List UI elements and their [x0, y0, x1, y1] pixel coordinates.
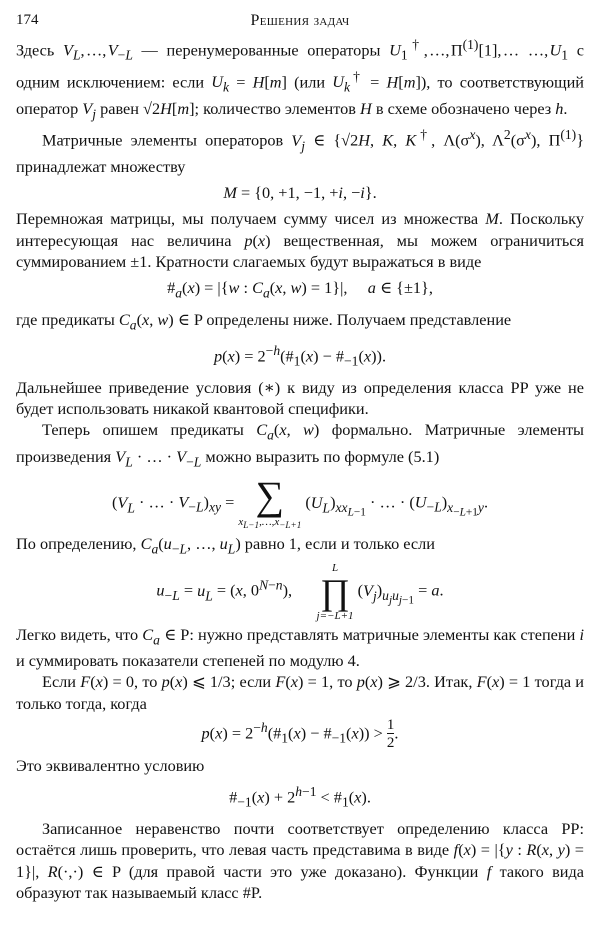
paragraph-8: Легко видеть, что $C_a$ ∈ P: нужно представлять матричные элементы как степени i и суммировать показатели степеней по модулю 4.: [16, 624, 584, 671]
equation-threshold: $p(x) = 2^{-h}(\#_1(x)$ − $\#_{-1}(x)$) > $\frac{1}{2}$ .: [201, 717, 399, 752]
paragraph-1: Здесь $V_L$, …, $V_{-L}$ — перенумерованные операторы $U_1^\dagger$, …, $\Pi^{(1)}[1]$, … …, $U_1$ с одним исключением: если $U_k = H[m]$ (или $U_k^\dagger = H[m]$), то соответствующий оператор $V_j$ равен √2H[m]; количество элементов H в схеме обозначено через h.: [16, 37, 585, 121]
product-symbol: L ∏ j=−L+1: [316, 561, 354, 622]
paragraph-5: Дальнейшее приведение условия (∗) к виду из определения класса PP уже не будет использовать никакой квантовой специфики.: [16, 377, 584, 419]
page-number: 174: [16, 12, 39, 28]
equation-inequality: $\#_{-1}(x) + 2^{h-1}$ < $\#_1(x)$.: [229, 784, 371, 810]
equation-multiplicity: $\#_a(x) = |\{w$ : $C_a(x$, w) = 1}|, a ∈ {±1},: [167, 278, 433, 301]
equation-set-m: M = {0, +1, −1, +i, −i}.: [223, 183, 377, 203]
running-title: Решения задач: [250, 12, 350, 29]
equation-predicate: $u_{-L} = u_L = (x$, $0^{N-n}$), L ∏ j=−L+1 $(V_j)_{u_ju_{j-1}} = a$.: [156, 561, 444, 622]
equation-matrix-sum: ($V_L$ · … · $V_{-L})_{xy}$ = ∑ $x_{L-1},\dots,x_{-L+1}$ $(U_L)_{xx_{L-1}}$ · … · $(U_{-L})_{x_{-L+1}y}$.: [111, 473, 489, 531]
paragraph-6: Теперь опишем предикаты $C_a(x$, w) формально. Матричные элементы произведения $V_L$ · … · $V_{-L}$ можно выразить по формуле (5.1): [16, 420, 584, 469]
paragraph-2: Матричные элементы операторов $V_j$ ∈ {√2H, K, K†, $\Lambda(\sigma^x)$, $\Lambda^2(\sigma^x)$, $\Pi^{(1)}$} принадлежат множеству: [16, 127, 585, 177]
page-header: [16, 8, 584, 34]
paragraph-3: Перемножая матрицы, мы получаем сумму чисел из множества M. Поскольку интересующая нас величина p(x) вещественная, мы можем ограничиться суммированием ±1. Кратности слагаемых будут выражаться в виде: [16, 209, 584, 271]
paragraph-7: По определению, $C_a(u_{-L}$, …, $u_L$) равно 1, если и только если: [16, 534, 435, 557]
equation-probability: $p(x) = 2^{-h}(\#_1(x)$ − $\#_{-1}(x)$).: [213, 343, 387, 369]
paragraph-4: где предикаты $C_a(x$, w) ∈ P определены ниже. Получаем представление: [16, 309, 512, 332]
fraction-one-half: $\frac{1}{2}$: [386, 717, 395, 752]
paragraph-11: Записанное неравенство почти соответствует определению класса PP: остаётся лишь проверить, что левая часть представима в виде f(x) = |{y : R(x, y) = 1}|, R(·,·) ∈ P (для правой части это уже доказано). Функции f такого вида образуют так называемый класс #P.: [16, 819, 585, 902]
paragraph-10: Это эквивалентно условию: [16, 756, 205, 776]
summation-symbol: ∑ $x_{L-1},\dots,x_{-L+1}$: [238, 473, 302, 531]
paragraph-9: Если F(x) = 0, то p(x) ⩽ 1/3; если F(x) = 1, то p(x) ⩾ 2/3. Итак, F(x) = 1 тогда и только тогда, когда: [16, 672, 585, 713]
